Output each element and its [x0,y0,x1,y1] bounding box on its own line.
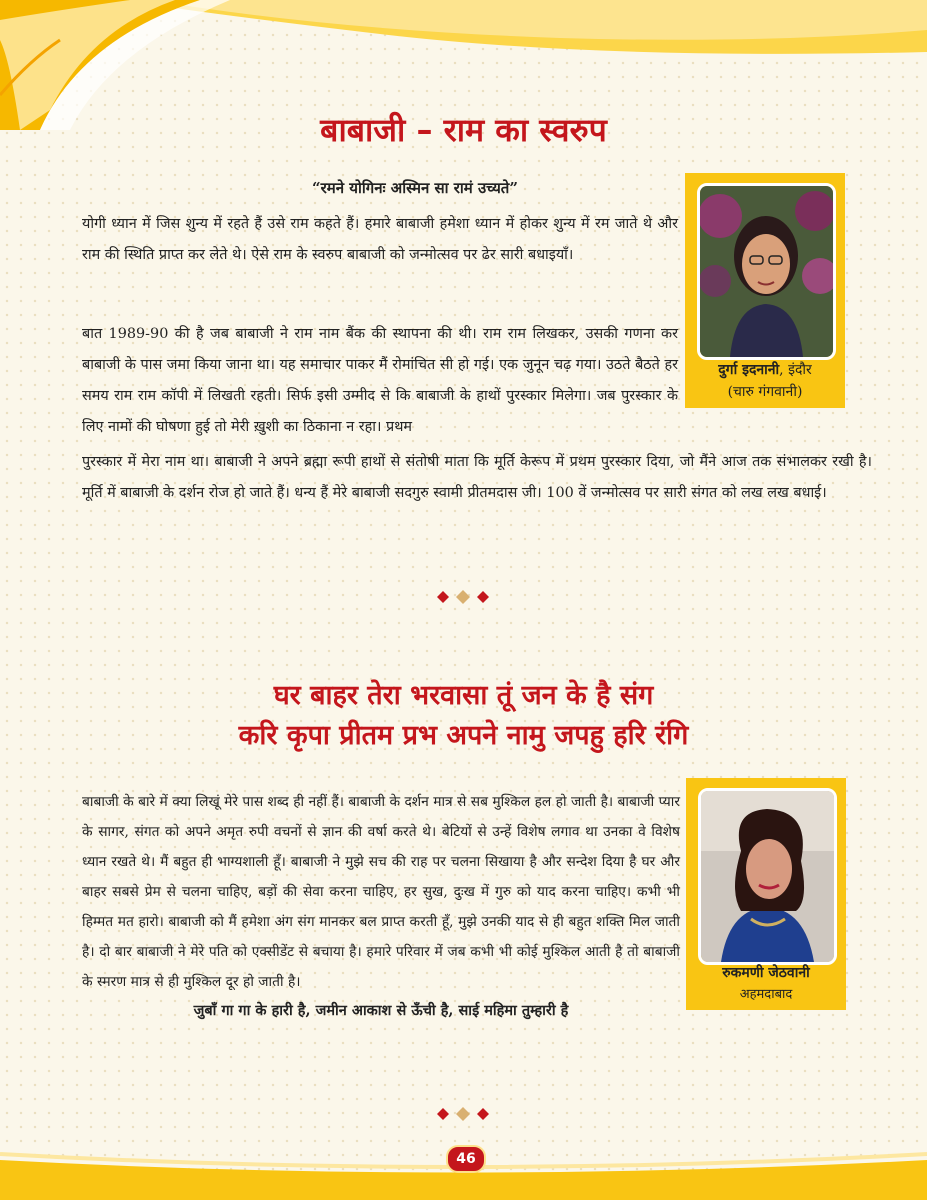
author-name-1: दुर्गा इदनानी [718,362,780,378]
author-photo-2 [698,788,837,965]
article1-quote: “रमने योगिनः अस्मिन सा रामं उच्यते” [312,179,518,197]
article2-title [0,676,927,756]
author-city-1: , इंदौर [779,362,812,378]
article2-paragraph: बाबाजी के बारे में क्या लिखूं मेरे पास शब्द ही नहीं हैं। बाबाजी के दर्शन मात्र से सब मुश्किल हल हो जाती है। बाबाजी प्यार के सागर, संगत को अपने अमृत रुपी वचनों से ज्ञान की वर्षा करते थे। बेटियों से उन्हें विशेष लगाव था उनका वे विशेष ध्यान रखते थे। मैं बहुत ही भाग्यशाली हूँ। बाबाजी ने मुझे सच की राह पर चलना सिखाया है और सन्देश दिया है घर और बाहर सबसे प्रेम से चलना चाहिए, बड़ों की सेवा करना चाहिए, हर सुख, दुःख में गुरु को याद करना चाहिए। कभी भी हिम्मत मत हारो। बाबाजी को मैं हमेशा अंग संग मानकर बल प्राप्त करती हूँ, मुझे उनकी याद से ही बहुत शक्ति मिल जाती है। दो बार बाबाजी ने मेरे पति को एक्सीडेंट से बचाया है। हमारे परिवार में जब कभी भी कोई मुश्किल आती है तो बाबाजी के स्मरण मात्र से ही मुश्किल दूर हो जाती है। [82,794,680,990]
author-caption-1 [685,359,845,381]
article1-paragraph-3: पुरस्कार में मेरा नाम था। बाबाजी ने अपने ब्रह्मा रूपी हाथों से संतोषी माता कि मूर्ति केरूप में प्रथम पुरस्कार दिया, जो मैंने आज तक संभालकर रखी है। मूर्ति में बाबाजी के दर्शन रोज हो जाते हैं। धन्य हैं मेरे बाबाजी सदगुरु स्वामी प्रीतमदास जी। 100 वें जन्मोत्सव पर सारी संगत को लख लख बधाई। [82,454,872,501]
page-number: 46 [446,1145,486,1173]
author-card-2 [686,778,846,1010]
article2-quote: जुबाँ गा गा के हारी है, जमीन आकाश से ऊँची है, साई महिमा तुम्हारी है [193,1002,569,1019]
article1-paragraph-2: बात 1989-90 की है जब बाबाजी ने राम नाम बैंक की स्थापना की थी। राम राम लिखकर, उसकी गणना कर बाबाजी के पास जमा किया जाना था। यह समाचार पाकर मैं रोमांचित सी हो गई। एक जुनून चढ़ गया। उठते बैठते हर समय राम राम कॉपी में लिखती रहती। सिर्फ इसी उम्मीद से कि बाबाजी के हाथों पुरस्कार मिलेगा। जब पुरस्कार के लिए नामों की घोषणा हुई तो मेरी ख़ुशी का ठिकाना न रहा। प्रथम [82,326,679,435]
article1-paragraph-1: योगी ध्यान में जिस शुन्य में रहते हैं उसे राम कहते हैं। हमारे बाबाजी हमेशा ध्यान में होकर शुन्य में रम जाते थे और राम की स्थिति प्राप्त कर लेते थे। ऐसे राम के स्वरुप बाबाजी को जन्मोत्सव पर ढेर सारी बधाइयाँ। [82,216,678,263]
author-note-1: (चारु गंगवानी) [727,384,803,400]
article2-title-line-1: घर बाहर तेरा भरवासा तूं जन के है संग [273,680,654,711]
section-divider-1 [430,587,496,607]
article1-title: बाबाजी – राम का स्वरुप [320,111,607,149]
section-divider-2 [430,1104,496,1124]
author-name-2: रुकमणी जेठवानी [722,965,810,981]
author-photo-1 [697,183,836,360]
article2-title-line-2: करि कृपा प्रीतम प्रभ अपने नामु जपहु हरि रंगि [238,720,689,751]
author-city-2: अहमदाबाद [739,987,793,1002]
author-card-1 [685,173,845,408]
